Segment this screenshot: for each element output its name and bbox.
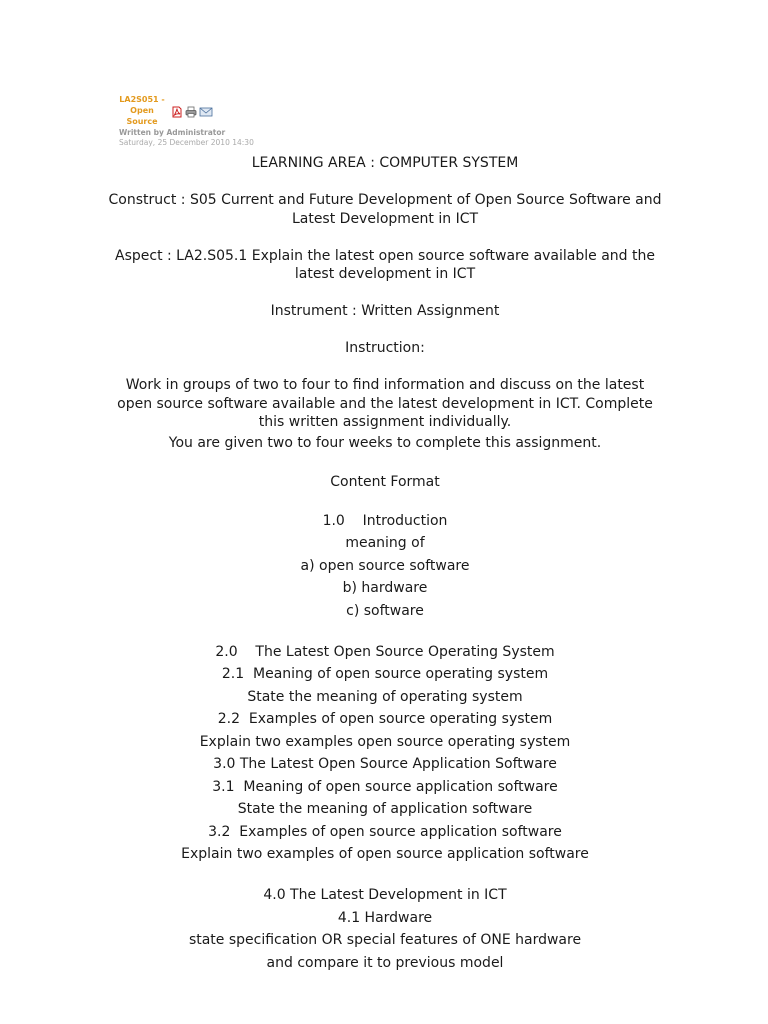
section-4-line: 4.1 Hardware [337, 909, 433, 926]
aspect-line: Aspect : LA2.S05.1 Explain the latest open source software available and the [115, 247, 655, 264]
instruction-text: Instruction: [345, 340, 425, 356]
pdf-icon[interactable] [171, 103, 183, 115]
section-2-3 [100, 641, 670, 866]
content-format-text: Content Format [330, 473, 440, 490]
section-4-line: and compare it to previous model [266, 954, 504, 971]
learning-area-paragraph [100, 154, 670, 173]
aspect-paragraph [100, 247, 670, 284]
article-title-link[interactable]: LA2S051 - Open Source [119, 95, 165, 126]
article-date: Saturday, 25 December 2010 14:30 [119, 138, 254, 147]
email-icon[interactable] [199, 103, 213, 115]
section-2-3-line: 3.1 Meaning of open source application software [212, 778, 558, 795]
section-2-3-line: State the meaning of operating system [247, 688, 523, 705]
article-body [100, 154, 670, 993]
work-line: You are given two to four weeks to complete this assignment. [168, 434, 602, 451]
work-paragraph [100, 376, 670, 454]
section-1-line: meaning of [345, 535, 425, 551]
construct-line: Latest Development in ICT [291, 210, 479, 227]
section-2-3-line: Explain two examples open source operating system [199, 733, 571, 750]
work-line: Work in groups of two to four to find information and discuss on the latest [125, 377, 645, 393]
section-1-line: 1.0 Introduction [322, 512, 448, 529]
section-4 [100, 884, 670, 974]
section-2-3-line: 2.0 The Latest Open Source Operating System [215, 643, 555, 660]
section-2-3-line: 2.1 Meaning of open source operating system [221, 666, 549, 682]
section-4-line: state specification OR special features of ONE hardware [188, 932, 582, 948]
section-1-line: b) hardware [342, 580, 428, 596]
learning-area-text: LEARNING AREA : COMPUTER SYSTEM [251, 155, 519, 171]
section-1-line: a) open source software [300, 557, 470, 574]
instruction-heading [100, 339, 670, 358]
work-line: this written assignment individually. [258, 414, 512, 430]
work-line: open source software available and the latest development in ICT. Complete [117, 395, 653, 412]
instrument-text: Instrument : Written Assignment [270, 303, 500, 319]
section-2-3-line: 3.2 Examples of open source application software [208, 823, 562, 840]
construct-line: Construct : S05 Current and Future Development of Open Source Software and [108, 192, 662, 208]
title-row [119, 94, 339, 127]
section-2-3-line: Explain two examples of open source application software [181, 846, 589, 862]
aspect-line: latest development in ICT [294, 266, 476, 282]
section-2-3-line: 3.0 The Latest Open Source Application Software [213, 756, 557, 772]
section-1-line: c) software [346, 602, 424, 619]
section-2-3-line: 2.2 Examples of open source operating system [217, 711, 553, 727]
instrument-paragraph [100, 302, 670, 321]
author-byline: Written by Administrator [119, 128, 226, 137]
article-header [119, 94, 339, 148]
section-1 [100, 510, 670, 623]
construct-paragraph [100, 191, 670, 228]
article-icons [171, 103, 213, 115]
content-format-heading [100, 473, 670, 492]
section-2-3-line: State the meaning of application software [237, 801, 533, 817]
section-4-line: 4.0 The Latest Development in ICT [263, 887, 507, 903]
print-icon[interactable] [185, 103, 197, 115]
